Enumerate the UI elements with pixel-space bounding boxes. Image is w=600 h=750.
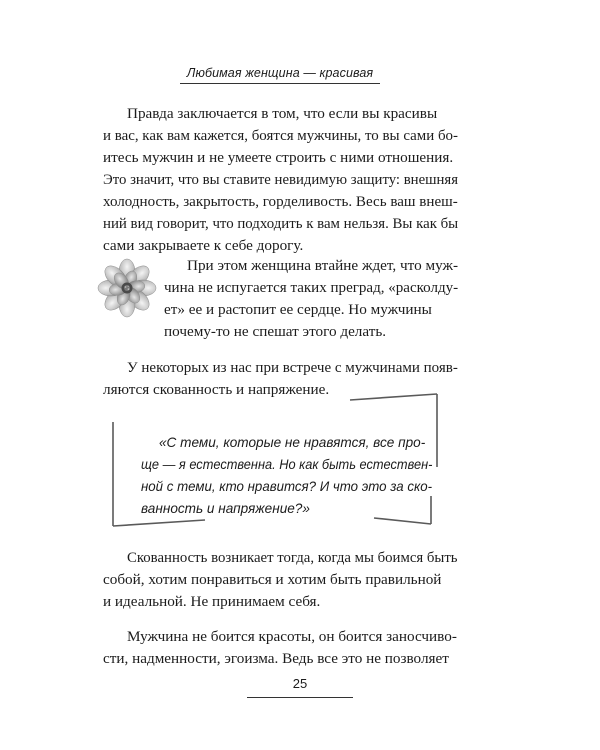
- page-number: 25: [292, 676, 308, 691]
- text-line: сти, надменности, эгоизма. Ведь все это не позволяет: [103, 650, 449, 667]
- text-line: чина не испугается таких преград, «расколду-: [164, 279, 459, 296]
- text-line: ет» ее и растопит ее сердце. Но мужчины: [164, 301, 432, 318]
- text-line: холодность, закрытость, горделивость. Весь ваш внеш-: [103, 193, 458, 210]
- quote-line: ной с теми, кто нравится? И что это за ско-: [141, 479, 433, 494]
- text-line: и вас, как вам кажется, боятся мужчины, то вы сами бо-: [103, 127, 458, 144]
- running-header: Любимая женщина — красивая: [186, 66, 374, 80]
- text-line: сами закрываете к себе дорогу.: [103, 237, 304, 254]
- text-line: ляются скованность и напряжение.: [103, 381, 330, 398]
- text-line: итесь мужчин и не умеете строить с ними отношения.: [103, 149, 454, 166]
- text-line: Мужчина не боится красоты, он боится заносчиво-: [127, 628, 457, 645]
- text-line: При этом женщина втайне ждет, что муж-: [187, 257, 459, 274]
- text-line: Скованность возникает тогда, когда мы боимся быть: [127, 549, 458, 566]
- text-line: собой, хотим понравиться и хотим быть правильной: [103, 571, 442, 588]
- footer-rule: [247, 697, 353, 698]
- quote-line: ще — я естественна. Но как быть естествен-: [141, 457, 433, 472]
- quote-line: «С теми, которые не нравятся, все про-: [159, 435, 426, 450]
- text-line: Это значит, что вы ставите невидимую защиту: внешняя: [103, 171, 458, 188]
- text-line: Правда заключается в том, что если вы красивы: [127, 105, 438, 122]
- text-line: и идеальной. Не принимаем себя.: [103, 593, 321, 610]
- text-line: почему-то не спешат этого делать.: [164, 323, 387, 340]
- header-rule: [180, 83, 380, 84]
- text-line: У некоторых из нас при встрече с мужчинами появ-: [127, 359, 458, 376]
- text-line: ний вид говорит, что подходить к вам нельзя. Вы как бы: [103, 215, 459, 232]
- flower-icon: [97, 258, 157, 318]
- quote-line: ванность и напряжение?»: [141, 501, 310, 516]
